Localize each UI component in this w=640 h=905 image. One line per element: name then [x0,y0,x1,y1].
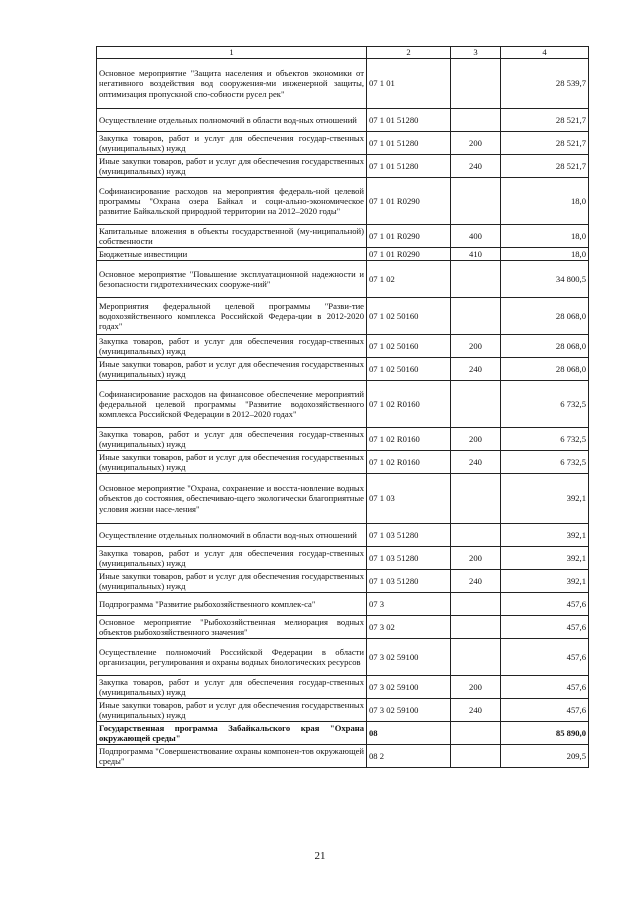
row-name-cell: Иные закупки товаров, работ и услуг для обеспечения государственных (муниципальных) нужд [97,155,367,178]
row-name-cell: Основное мероприятие "Повышение эксплуатационной надежности и безопасности гидротехнических сооруже-ний" [97,261,367,298]
row-code-cell: 07 1 02 R0160 [367,381,451,428]
row-type-cell: 200 [451,676,501,699]
table-row [97,451,589,474]
row-name-cell: Иные закупки товаров, работ и услуг для обеспечения государственных (муниципальных) нужд [97,570,367,593]
row-amount-cell: 457,6 [501,639,589,676]
row-code-cell: 07 1 01 R0290 [367,225,451,248]
row-name-cell: Осуществление полномочий Российской Федерации в области организации, регулирования и охраны водных биологических ресурсов [97,639,367,676]
row-code-cell: 07 3 02 [367,616,451,639]
table-row [97,132,589,155]
row-name-cell: Основное мероприятие "Рыбохозяйственная мелиорация водных объектов рыбохозяйственного значения" [97,616,367,639]
row-type-cell: 240 [451,699,501,722]
table-row [97,428,589,451]
row-name-cell: Закупка товаров, работ и услуг для обеспечения государ-ственных (муниципальных) нужд [97,676,367,699]
row-amount-cell: 34 800,5 [501,261,589,298]
row-amount-cell: 6 732,5 [501,381,589,428]
row-code-cell: 07 1 01 51280 [367,155,451,178]
table-row [97,178,589,225]
row-amount-cell: 457,6 [501,593,589,616]
row-amount-cell: 28 068,0 [501,298,589,335]
table-row [97,474,589,524]
row-type-cell: 200 [451,132,501,155]
row-amount-cell: 457,6 [501,676,589,699]
row-name-cell: Основное мероприятие "Охрана, сохранение и восста-новление водных объектов до состояния, обеспечиваю-щего экологически благоприятные условия жизни насе-ления" [97,474,367,524]
table-row [97,676,589,699]
row-name-cell: Бюджетные инвестиции [97,248,367,261]
row-amount-cell: 392,1 [501,570,589,593]
row-name-cell: Осуществление отдельных полномочий в области вод-ных отношений [97,109,367,132]
row-type-cell [451,474,501,524]
table-row [97,261,589,298]
table-row [97,547,589,570]
row-type-cell [451,616,501,639]
table-row [97,616,589,639]
row-type-cell [451,745,501,768]
row-type-cell: 200 [451,547,501,570]
row-code-cell: 07 1 01 51280 [367,132,451,155]
row-code-cell: 07 1 02 50160 [367,298,451,335]
table-row [97,570,589,593]
row-code-cell: 07 1 03 51280 [367,570,451,593]
header-row [97,47,589,59]
row-name-cell: Закупка товаров, работ и услуг для обеспечения государ-ственных (муниципальных) нужд [97,428,367,451]
page-number: 21 [314,850,326,862]
row-type-cell [451,109,501,132]
row-amount-cell: 6 732,5 [501,428,589,451]
row-type-cell [451,593,501,616]
row-type-cell: 240 [451,358,501,381]
row-name-cell: Софинансирование расходов на финансовое обеспечение мероприятий федеральной целевой программы "Развитие водохозяйственного комплекса Российской Федерации в 2012–2020 годах" [97,381,367,428]
row-code-cell: 07 1 01 R0290 [367,178,451,225]
table-row [97,225,589,248]
row-code-cell: 07 1 01 51280 [367,109,451,132]
table-row [97,524,589,547]
row-amount-cell: 18,0 [501,178,589,225]
row-type-cell [451,381,501,428]
row-name-cell: Закупка товаров, работ и услуг для обеспечения государ-ственных (муниципальных) нужд [97,335,367,358]
row-amount-cell: 28 521,7 [501,155,589,178]
row-code-cell: 08 2 [367,745,451,768]
row-type-cell [451,261,501,298]
row-name-cell: Софинансирование расходов на мероприятия федераль-ной целевой программы "Охрана озера Байкал и соци-ально-экономическое развитие Байкальской природной территории на 2012–2020 годы" [97,178,367,225]
row-code-cell: 07 1 03 51280 [367,524,451,547]
row-code-cell: 08 [367,722,451,745]
table-row [97,639,589,676]
row-code-cell: 07 3 02 59100 [367,639,451,676]
row-name-cell: Закупка товаров, работ и услуг для обеспечения государ-ственных (муниципальных) нужд [97,132,367,155]
row-amount-cell: 18,0 [501,225,589,248]
row-code-cell: 07 3 02 59100 [367,676,451,699]
row-type-cell [451,178,501,225]
row-code-cell: 07 1 02 [367,261,451,298]
row-amount-cell: 18,0 [501,248,589,261]
row-name-cell: Государственная программа Забайкальского края "Охрана окружающей среды" [97,722,367,745]
row-amount-cell: 392,1 [501,524,589,547]
table-row [97,298,589,335]
row-code-cell: 07 1 01 [367,59,451,109]
row-name-cell: Иные закупки товаров, работ и услуг для обеспечения государственных (муниципальных) нужд [97,358,367,381]
row-type-cell [451,639,501,676]
row-amount-cell: 457,6 [501,699,589,722]
row-amount-cell: 28 068,0 [501,358,589,381]
row-code-cell: 07 1 03 51280 [367,547,451,570]
table-row [97,593,589,616]
row-type-cell [451,524,501,547]
row-amount-cell: 392,1 [501,474,589,524]
row-amount-cell: 85 890,0 [501,722,589,745]
row-name-cell: Капитальные вложения в объекты государственной (му-ниципальной) собственности [97,225,367,248]
table-row [97,109,589,132]
row-name-cell: Основное мероприятие "Защита населения и объектов экономики от негативного воздействия вод сооружения-ми инженерной защиты, оптимизация пропускной спо-собности русел рек" [97,59,367,109]
row-amount-cell: 28 521,7 [501,109,589,132]
table-row [97,381,589,428]
row-name-cell: Осуществление отдельных полномочий в области вод-ных отношений [97,524,367,547]
column-header: 1 [97,47,367,59]
row-type-cell [451,59,501,109]
table-row [97,699,589,722]
budget-table [96,46,589,768]
row-type-cell: 240 [451,155,501,178]
row-amount-cell: 28 539,7 [501,59,589,109]
row-type-cell [451,722,501,745]
row-amount-cell: 6 732,5 [501,451,589,474]
row-type-cell: 410 [451,248,501,261]
row-code-cell: 07 1 02 50160 [367,335,451,358]
table-row [97,248,589,261]
row-amount-cell: 392,1 [501,547,589,570]
row-name-cell: Мероприятия федеральной целевой программы "Разви-тие водохозяйственного комплекса Российской Федера-ции в 2012-2020 годах" [97,298,367,335]
row-type-cell: 240 [451,570,501,593]
row-name-cell: Иные закупки товаров, работ и услуг для обеспечения государственных (муниципальных) нужд [97,699,367,722]
table-body [97,59,589,768]
row-code-cell: 07 1 02 R0160 [367,451,451,474]
row-code-cell: 07 1 03 [367,474,451,524]
table-row [97,59,589,109]
table-row [97,335,589,358]
row-code-cell: 07 3 [367,593,451,616]
column-header: 3 [451,47,501,59]
row-type-cell: 400 [451,225,501,248]
row-type-cell: 240 [451,451,501,474]
column-header: 2 [367,47,451,59]
row-name-cell: Иные закупки товаров, работ и услуг для обеспечения государственных (муниципальных) нужд [97,451,367,474]
row-amount-cell: 28 068,0 [501,335,589,358]
row-code-cell: 07 1 01 R0290 [367,248,451,261]
row-code-cell: 07 1 02 R0160 [367,428,451,451]
table-row [97,155,589,178]
row-name-cell: Подпрограмма "Совершенствование охраны компонен-тов окружающей среды" [97,745,367,768]
row-name-cell: Подпрограмма "Развитие рыбохозяйственного комплек-са" [97,593,367,616]
row-amount-cell: 209,5 [501,745,589,768]
row-code-cell: 07 3 02 59100 [367,699,451,722]
row-type-cell: 200 [451,335,501,358]
table-row [97,722,589,745]
row-type-cell: 200 [451,428,501,451]
row-code-cell: 07 1 02 50160 [367,358,451,381]
row-type-cell [451,298,501,335]
row-name-cell: Закупка товаров, работ и услуг для обеспечения государ-ственных (муниципальных) нужд [97,547,367,570]
table-row [97,358,589,381]
column-header: 4 [501,47,589,59]
row-amount-cell: 28 521,7 [501,132,589,155]
table-row [97,745,589,768]
row-amount-cell: 457,6 [501,616,589,639]
